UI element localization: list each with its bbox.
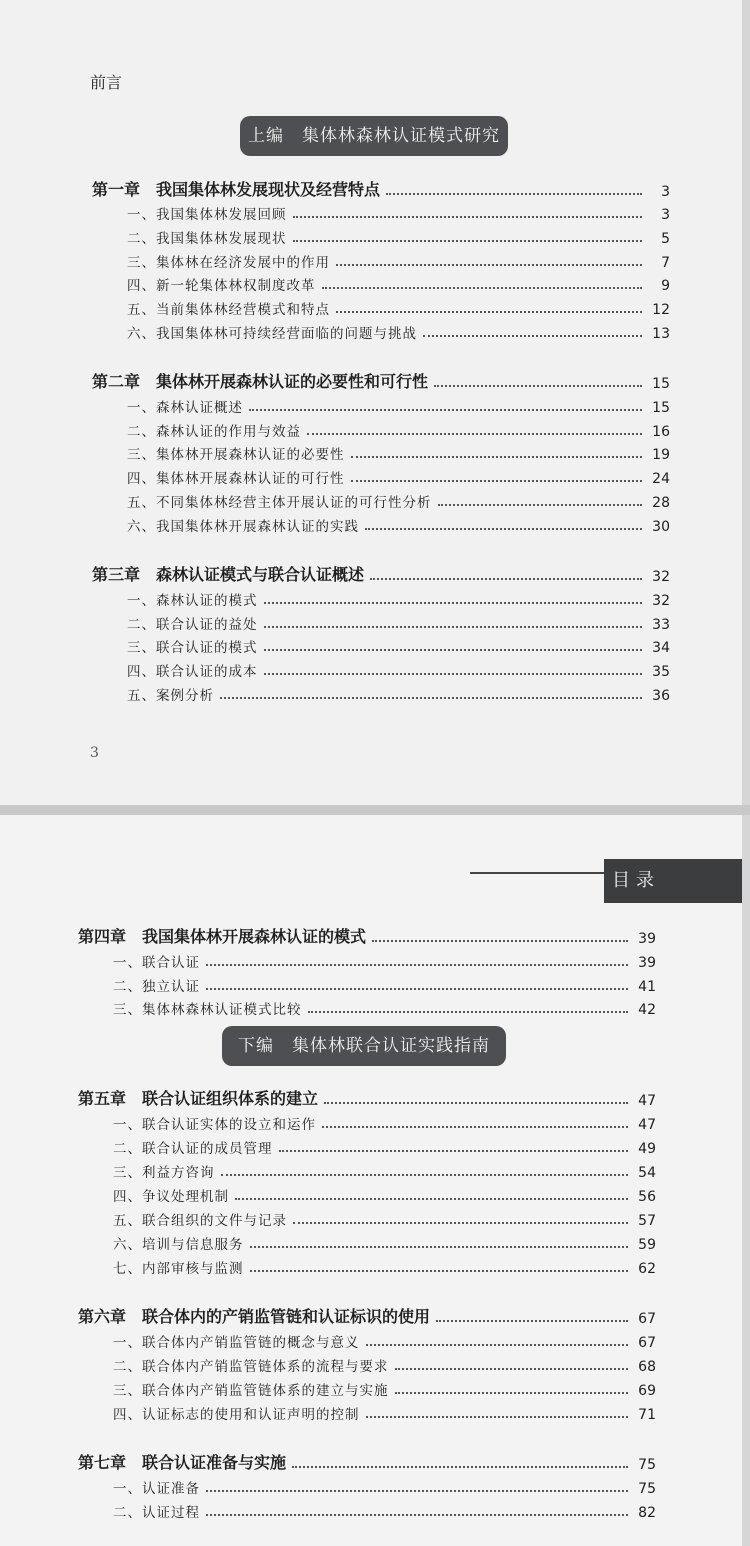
toc-section[interactable] (113, 1159, 656, 1181)
section-page: 30 (652, 519, 670, 535)
chapter-title: 第五章 联合认证组织体系的建立 (78, 1089, 319, 1108)
chapter-page: 15 (652, 376, 670, 392)
toc-section[interactable] (127, 489, 670, 511)
section-title: 一、联合认证 (113, 955, 200, 971)
section-title: 一、联合认证实体的设立和运作 (113, 1117, 316, 1133)
chapter-page: 32 (652, 569, 670, 585)
toc-section[interactable] (113, 1231, 656, 1253)
chapter-page: 75 (638, 1457, 656, 1473)
section-title: 五、不同集体林经营主体开展认证的可行性分析 (127, 495, 432, 511)
toc-section[interactable] (127, 465, 670, 487)
section-page: 59 (638, 1237, 656, 1253)
chapter-page: 39 (638, 931, 656, 947)
dot-leader (264, 673, 643, 675)
section-title: 四、集体林开展森林认证的可行性 (127, 471, 345, 487)
dot-leader (351, 456, 643, 458)
section-page: 3 (661, 207, 670, 223)
section-page: 15 (652, 400, 670, 416)
section-title: 三、利益方咨询 (113, 1165, 215, 1181)
section-title: 一、认证准备 (113, 1481, 200, 1497)
section-page: 13 (652, 326, 670, 342)
section-page: 24 (652, 471, 670, 487)
dot-leader (366, 1344, 629, 1346)
section-title: 三、联合认证的模式 (127, 640, 258, 656)
toc-section[interactable] (113, 996, 656, 1018)
toc-section[interactable] (113, 1255, 656, 1277)
section-title: 三、集体林开展森林认证的必要性 (127, 447, 345, 463)
section-page: 67 (638, 1335, 656, 1351)
toc-section[interactable] (127, 249, 670, 271)
section-page: 39 (638, 955, 656, 971)
toc-page-2 (0, 815, 742, 1546)
dot-leader (293, 240, 643, 242)
section-title: 四、联合认证的成本 (127, 664, 258, 680)
toc-chapter[interactable] (92, 178, 670, 200)
section-title: 四、新一轮集体林权制度改革 (127, 278, 316, 294)
dot-leader (206, 1490, 628, 1492)
section-page: 75 (638, 1481, 656, 1497)
section-title: 六、我国集体林可持续经营面临的问题与挑战 (127, 326, 417, 342)
toc-section[interactable] (113, 1377, 656, 1399)
dot-leader (206, 988, 628, 990)
section-title: 三、集体林在经济发展中的作用 (127, 255, 330, 271)
section-page: 71 (638, 1407, 656, 1423)
section-page: 68 (638, 1359, 656, 1375)
dot-leader (370, 578, 642, 580)
dot-leader (395, 1368, 629, 1370)
dot-leader (292, 1466, 628, 1468)
dot-leader (366, 1416, 629, 1418)
section-page: 54 (638, 1165, 656, 1181)
toc-section[interactable] (127, 418, 670, 440)
section-page: 56 (638, 1189, 656, 1205)
dot-leader (324, 1102, 628, 1104)
dot-leader (423, 335, 642, 337)
chapter-page: 47 (638, 1093, 656, 1109)
toc-section[interactable] (113, 1183, 656, 1205)
dot-leader (351, 480, 643, 482)
section-page: 5 (661, 231, 670, 247)
section-page: 28 (652, 495, 670, 511)
dot-leader (434, 385, 642, 387)
toc-section[interactable] (113, 1353, 656, 1375)
section-title: 六、我国集体林开展森林认证的实践 (127, 519, 359, 535)
dot-leader (293, 1222, 628, 1224)
section-page: 57 (638, 1213, 656, 1229)
chapter-title: 第四章 我国集体林开展森林认证的模式 (78, 927, 367, 946)
section-title: 五、案例分析 (127, 688, 214, 704)
section-title: 六、培训与信息服务 (113, 1237, 244, 1253)
dot-leader (322, 1126, 628, 1128)
toc-chapter[interactable] (78, 1087, 656, 1109)
part-two-title: 集体林联合认证实践指南 (292, 1036, 490, 1056)
toc-section[interactable] (113, 1111, 656, 1133)
dot-leader (206, 964, 628, 966)
chapter-page: 3 (661, 184, 670, 200)
toc-chapter[interactable] (92, 370, 670, 392)
toc-section[interactable] (127, 296, 670, 318)
section-title: 一、森林认证概述 (127, 400, 243, 416)
toc-section[interactable] (127, 441, 670, 463)
toc-chapter[interactable] (78, 1451, 656, 1473)
dot-leader (264, 649, 643, 651)
section-title: 四、认证标志的使用和认证声明的控制 (113, 1407, 360, 1423)
section-page: 32 (652, 593, 670, 609)
section-page: 34 (652, 640, 670, 656)
dot-leader (365, 528, 642, 530)
section-page: 69 (638, 1383, 656, 1399)
dot-leader (220, 697, 642, 699)
section-title: 七、内部审核与监测 (113, 1261, 244, 1277)
toc-section[interactable] (127, 658, 670, 680)
toc-section[interactable] (113, 1329, 656, 1351)
dot-leader (308, 1011, 629, 1013)
dot-leader (436, 1320, 628, 1322)
chapter-title: 第二章 集体林开展森林认证的必要性和可行性 (92, 372, 429, 391)
section-title: 二、森林认证的作用与效益 (127, 424, 301, 440)
toc-section[interactable] (113, 1135, 656, 1157)
dot-leader (206, 1514, 628, 1516)
section-page: 33 (652, 617, 670, 633)
dot-leader (250, 1246, 629, 1248)
toc-section[interactable] (127, 394, 670, 416)
toc-chapter[interactable] (78, 1305, 656, 1327)
dot-leader (336, 311, 642, 313)
dot-leader (293, 216, 643, 218)
section-title: 二、联合体内产销监管链体系的流程与要求 (113, 1359, 389, 1375)
dot-leader (264, 602, 643, 604)
dot-leader (250, 1270, 629, 1272)
dot-leader (372, 940, 628, 942)
section-title: 三、联合体内产销监管链体系的建立与实施 (113, 1383, 389, 1399)
dot-leader (279, 1150, 629, 1152)
book-spine-edge (742, 815, 750, 1546)
contents-tab: 目录 (604, 859, 742, 903)
section-title: 一、森林认证的模式 (127, 593, 258, 609)
toc-section[interactable] (127, 587, 670, 609)
section-page: 16 (652, 424, 670, 440)
section-page: 7 (661, 255, 670, 271)
toc-section[interactable] (127, 272, 670, 294)
section-title: 二、独立认证 (113, 979, 200, 995)
dot-leader (386, 193, 642, 195)
preface-entry: 前言 (90, 73, 123, 92)
toc-section[interactable] (113, 1499, 656, 1521)
dot-leader (438, 504, 643, 506)
section-page: 49 (638, 1141, 656, 1157)
part-one-title: 集体林森林认证模式研究 (302, 126, 500, 146)
section-page: 19 (652, 447, 670, 463)
section-page: 12 (652, 302, 670, 318)
section-page: 9 (661, 278, 670, 294)
section-title: 一、联合体内产销监管链的概念与意义 (113, 1335, 360, 1351)
toc-section[interactable] (127, 201, 670, 223)
section-title: 二、我国集体林发展现状 (127, 231, 287, 247)
part-two-label: 下编 (238, 1036, 274, 1056)
toc-section[interactable] (127, 634, 670, 656)
toc-section[interactable] (127, 611, 670, 633)
chapter-title: 第六章 联合体内的产销监管链和认证标识的使用 (78, 1307, 431, 1326)
section-page: 42 (638, 1002, 656, 1018)
dot-leader (322, 287, 643, 289)
section-title: 三、集体林森林认证模式比较 (113, 1002, 302, 1018)
section-page: 62 (638, 1261, 656, 1277)
part-one-label: 上编 (248, 126, 284, 146)
dot-leader (336, 264, 642, 266)
section-page: 41 (638, 979, 656, 995)
toc-section[interactable] (113, 973, 656, 995)
toc-section[interactable] (113, 1207, 656, 1229)
section-title: 五、联合组织的文件与记录 (113, 1213, 287, 1229)
section-title: 一、我国集体林发展回顾 (127, 207, 287, 223)
dot-leader (307, 433, 642, 435)
part-one-banner (240, 116, 508, 156)
toc-section[interactable] (113, 949, 656, 971)
book-spine-edge (742, 0, 750, 805)
toc-section[interactable] (127, 513, 670, 535)
toc-chapter[interactable] (92, 563, 670, 585)
section-page: 35 (652, 664, 670, 680)
chapter-title: 第七章 联合认证准备与实施 (78, 1453, 287, 1472)
section-title: 二、联合认证的益处 (127, 617, 258, 633)
toc-section[interactable] (127, 320, 670, 342)
dot-leader (235, 1198, 628, 1200)
section-title: 五、当前集体林经营模式和特点 (127, 302, 330, 318)
chapter-title: 第三章 森林认证模式与联合认证概述 (92, 565, 365, 584)
dot-leader (395, 1392, 629, 1394)
chapter-title: 第一章 我国集体林发展现状及经营特点 (92, 180, 381, 199)
part-two-banner (222, 1026, 506, 1066)
toc-section[interactable] (113, 1401, 656, 1423)
toc-section[interactable] (113, 1475, 656, 1497)
toc-section[interactable] (127, 682, 670, 704)
dot-leader (221, 1174, 629, 1176)
toc-chapter[interactable] (78, 925, 656, 947)
section-title: 二、认证过程 (113, 1505, 200, 1521)
dot-leader (249, 409, 642, 411)
section-page: 47 (638, 1117, 656, 1133)
section-page: 36 (652, 688, 670, 704)
toc-section[interactable] (127, 225, 670, 247)
dot-leader (264, 626, 643, 628)
section-page: 82 (638, 1505, 656, 1521)
section-title: 四、争议处理机制 (113, 1189, 229, 1205)
section-title: 二、联合认证的成员管理 (113, 1141, 273, 1157)
page-number: 3 (90, 745, 99, 761)
header-rule (470, 872, 604, 874)
chapter-page: 67 (638, 1311, 656, 1327)
